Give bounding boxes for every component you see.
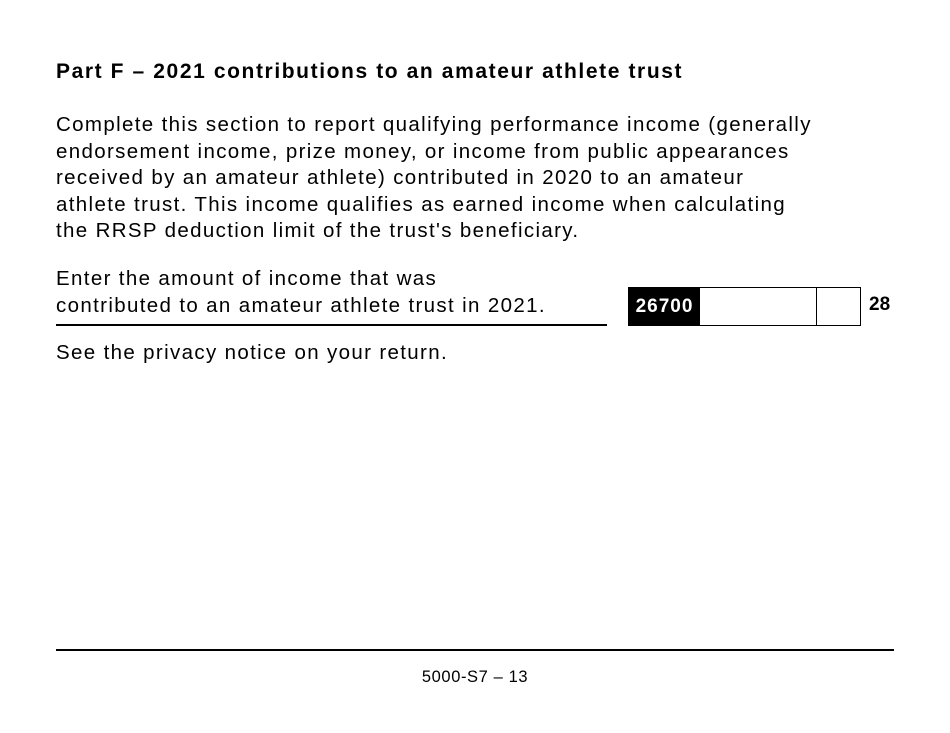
intro-line: endorsement income, prize money, or income from public appearances [56, 139, 790, 163]
section-title: Part F – 2021 contributions to an amateur athlete trust [56, 60, 684, 83]
amount-dollars-field[interactable] [700, 288, 817, 325]
intro-line: athlete trust. This income qualifies as earned income when calculating [56, 192, 786, 216]
intro-paragraph [56, 112, 936, 245]
question-line: contributed to an amateur athlete trust in 2021. [56, 293, 546, 317]
intro-line: the RRSP deduction limit of the trust's beneficiary. [56, 219, 580, 242]
line-number: 28 [869, 294, 891, 315]
footer-divider [56, 649, 894, 651]
question-line: Enter the amount of income that was [56, 267, 438, 290]
amount-cents-field[interactable] [817, 288, 860, 325]
line-26700-entry [628, 287, 861, 326]
intro-line: received by an amateur athlete) contributed in 2020 to an amateur [56, 166, 745, 189]
contribution-question [56, 266, 607, 326]
privacy-notice: See the privacy notice on your return. [56, 341, 449, 364]
page-number: 5000-S7 – 13 [421, 668, 529, 686]
field-code-label: 26700 [629, 288, 700, 325]
intro-line: Complete this section to report qualifying performance income (generally [56, 113, 812, 136]
